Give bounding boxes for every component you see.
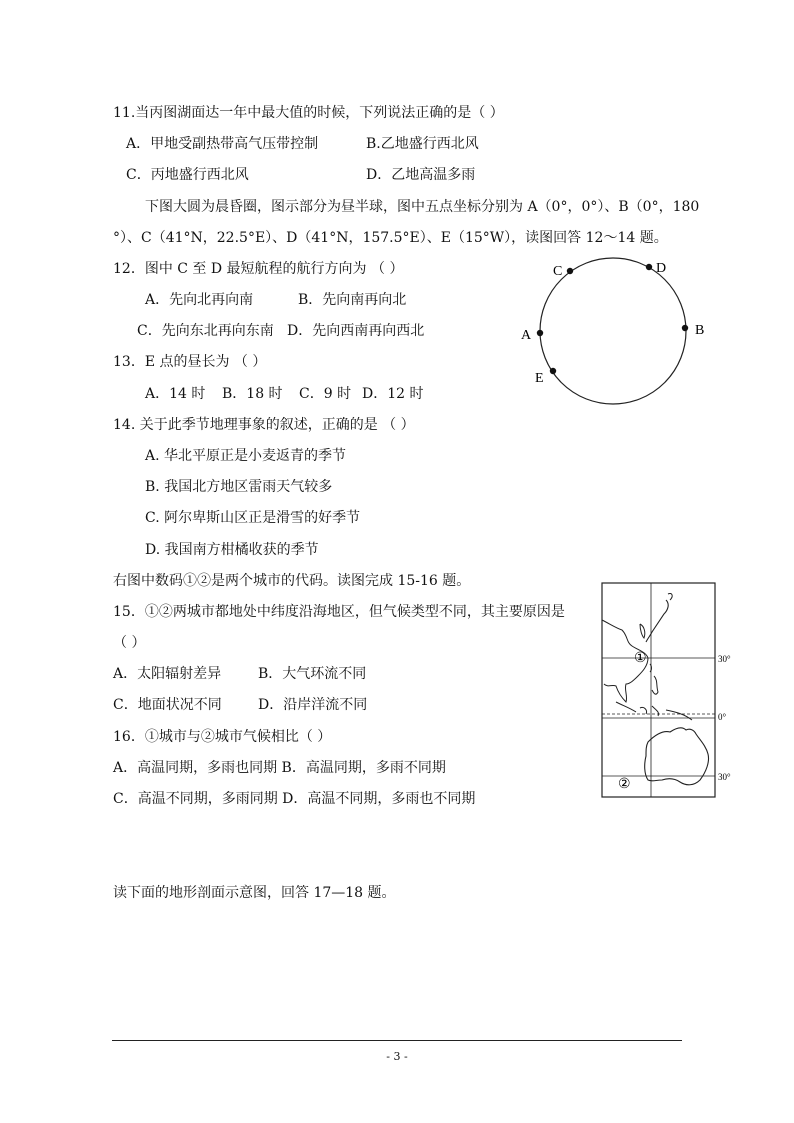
- q12-option-a: A．先向北再向南: [145, 292, 254, 308]
- q13-option-c: C．9 时: [299, 386, 352, 402]
- q14-option-d: D. 我国南方柑橘收获的季节: [145, 542, 319, 558]
- lat-label-0: 0°: [718, 712, 727, 722]
- q12-option-c: C．先向东北再向东南: [137, 323, 274, 339]
- q14-stem: 14. 关于此季节地理事象的叙述，正确的是 （ ）: [113, 417, 415, 433]
- lat-label-30n: 30°: [718, 654, 731, 664]
- label-c: C: [553, 264, 563, 279]
- terminator-circle: [540, 258, 686, 404]
- q14-option-b: B. 我国北方地区雷雨天气较多: [145, 479, 333, 495]
- label-b: B: [695, 323, 705, 338]
- q14-option-a: A. 华北平原正是小麦返青的季节: [145, 448, 347, 464]
- q15-paren: （ ）: [113, 635, 146, 651]
- q15-option-d: D．沿岸洋流不同: [258, 697, 368, 713]
- q14-option-c: C. 阿尔卑斯山区正是滑雪的好季节: [145, 510, 361, 526]
- q15-option-a: A．太阳辐射差异: [113, 666, 222, 682]
- q11-option-d: D．乙地高温多雨: [366, 167, 476, 183]
- map-frame: [602, 583, 715, 797]
- label-d: D: [656, 261, 667, 276]
- terminator-circle-figure: [510, 250, 710, 420]
- q11-stem: 11.当丙图湖面达一年中最大值的时候，下列说法正确的是（ ）: [113, 105, 504, 121]
- city-1-label: ①: [634, 651, 647, 666]
- map-figure: [596, 580, 746, 800]
- q13-option-a: A．14 时: [145, 386, 206, 402]
- intro-12-14-line1: 下图大圆为晨昏圈，图示部分为昼半球，图中五点坐标分别为 A（0°，0°）、B（0°，180: [145, 199, 700, 215]
- point-c-dot: [567, 268, 573, 274]
- q12-stem: 12．图中 C 至 D 最短航程的航行方向为 （ ）: [113, 261, 404, 277]
- q11-option-c: C．丙地盛行西北风: [126, 167, 249, 183]
- intro-17-18: 读下面的地形剖面示意图，回答 17—18 题。: [113, 885, 396, 901]
- q16-options-ab: A．高温同期，多雨也同期 B．高温同期，多雨不同期: [113, 760, 446, 776]
- point-e-dot: [550, 368, 556, 374]
- city-2-label: ②: [618, 777, 631, 792]
- intro-12-14-line2: °）、C（41°N，22.5°E）、D（41°N，157.5°E）、E（15°W），读图回答 12～14 题。: [113, 230, 668, 246]
- q11-option-b: B.乙地盛行西北风: [366, 136, 479, 152]
- q13-stem: 13．E 点的昼长为 （ ）: [113, 354, 267, 370]
- label-a: A: [521, 328, 532, 343]
- q16-options-cd: C．高温不同期，多雨同期 D．高温不同期，多雨也不同期: [113, 791, 476, 807]
- q16-stem: 16．①城市与②城市气候相比（ ）: [113, 729, 332, 745]
- footer-rule: [112, 1040, 682, 1041]
- lat-label-30s: 30°: [718, 772, 731, 782]
- q13-option-b: B．18 时: [222, 386, 283, 402]
- intro-15-16: 右图中数码①②是两个城市的代码。读图完成 15-16 题。: [113, 573, 471, 589]
- page-number: - 3 -: [386, 1050, 408, 1063]
- point-a-dot: [537, 330, 543, 336]
- point-b-dot: [682, 325, 688, 331]
- q13-option-d: D．12 时: [362, 386, 424, 402]
- q15-option-c: C．地面状况不同: [113, 697, 222, 713]
- q15-option-b: B．大气环流不同: [258, 666, 367, 682]
- q11-option-a: A．甲地受副热带高气压带控制: [126, 136, 319, 152]
- q12-option-d: D．先向西南再向西北: [287, 323, 425, 339]
- q12-option-b: B．先向南再向北: [298, 292, 407, 308]
- label-e: E: [535, 371, 544, 386]
- q15-stem: 15．①②两城市都地处中纬度沿海地区，但气候类型不同，其主要原因是: [113, 604, 565, 620]
- point-d-dot: [646, 264, 652, 270]
